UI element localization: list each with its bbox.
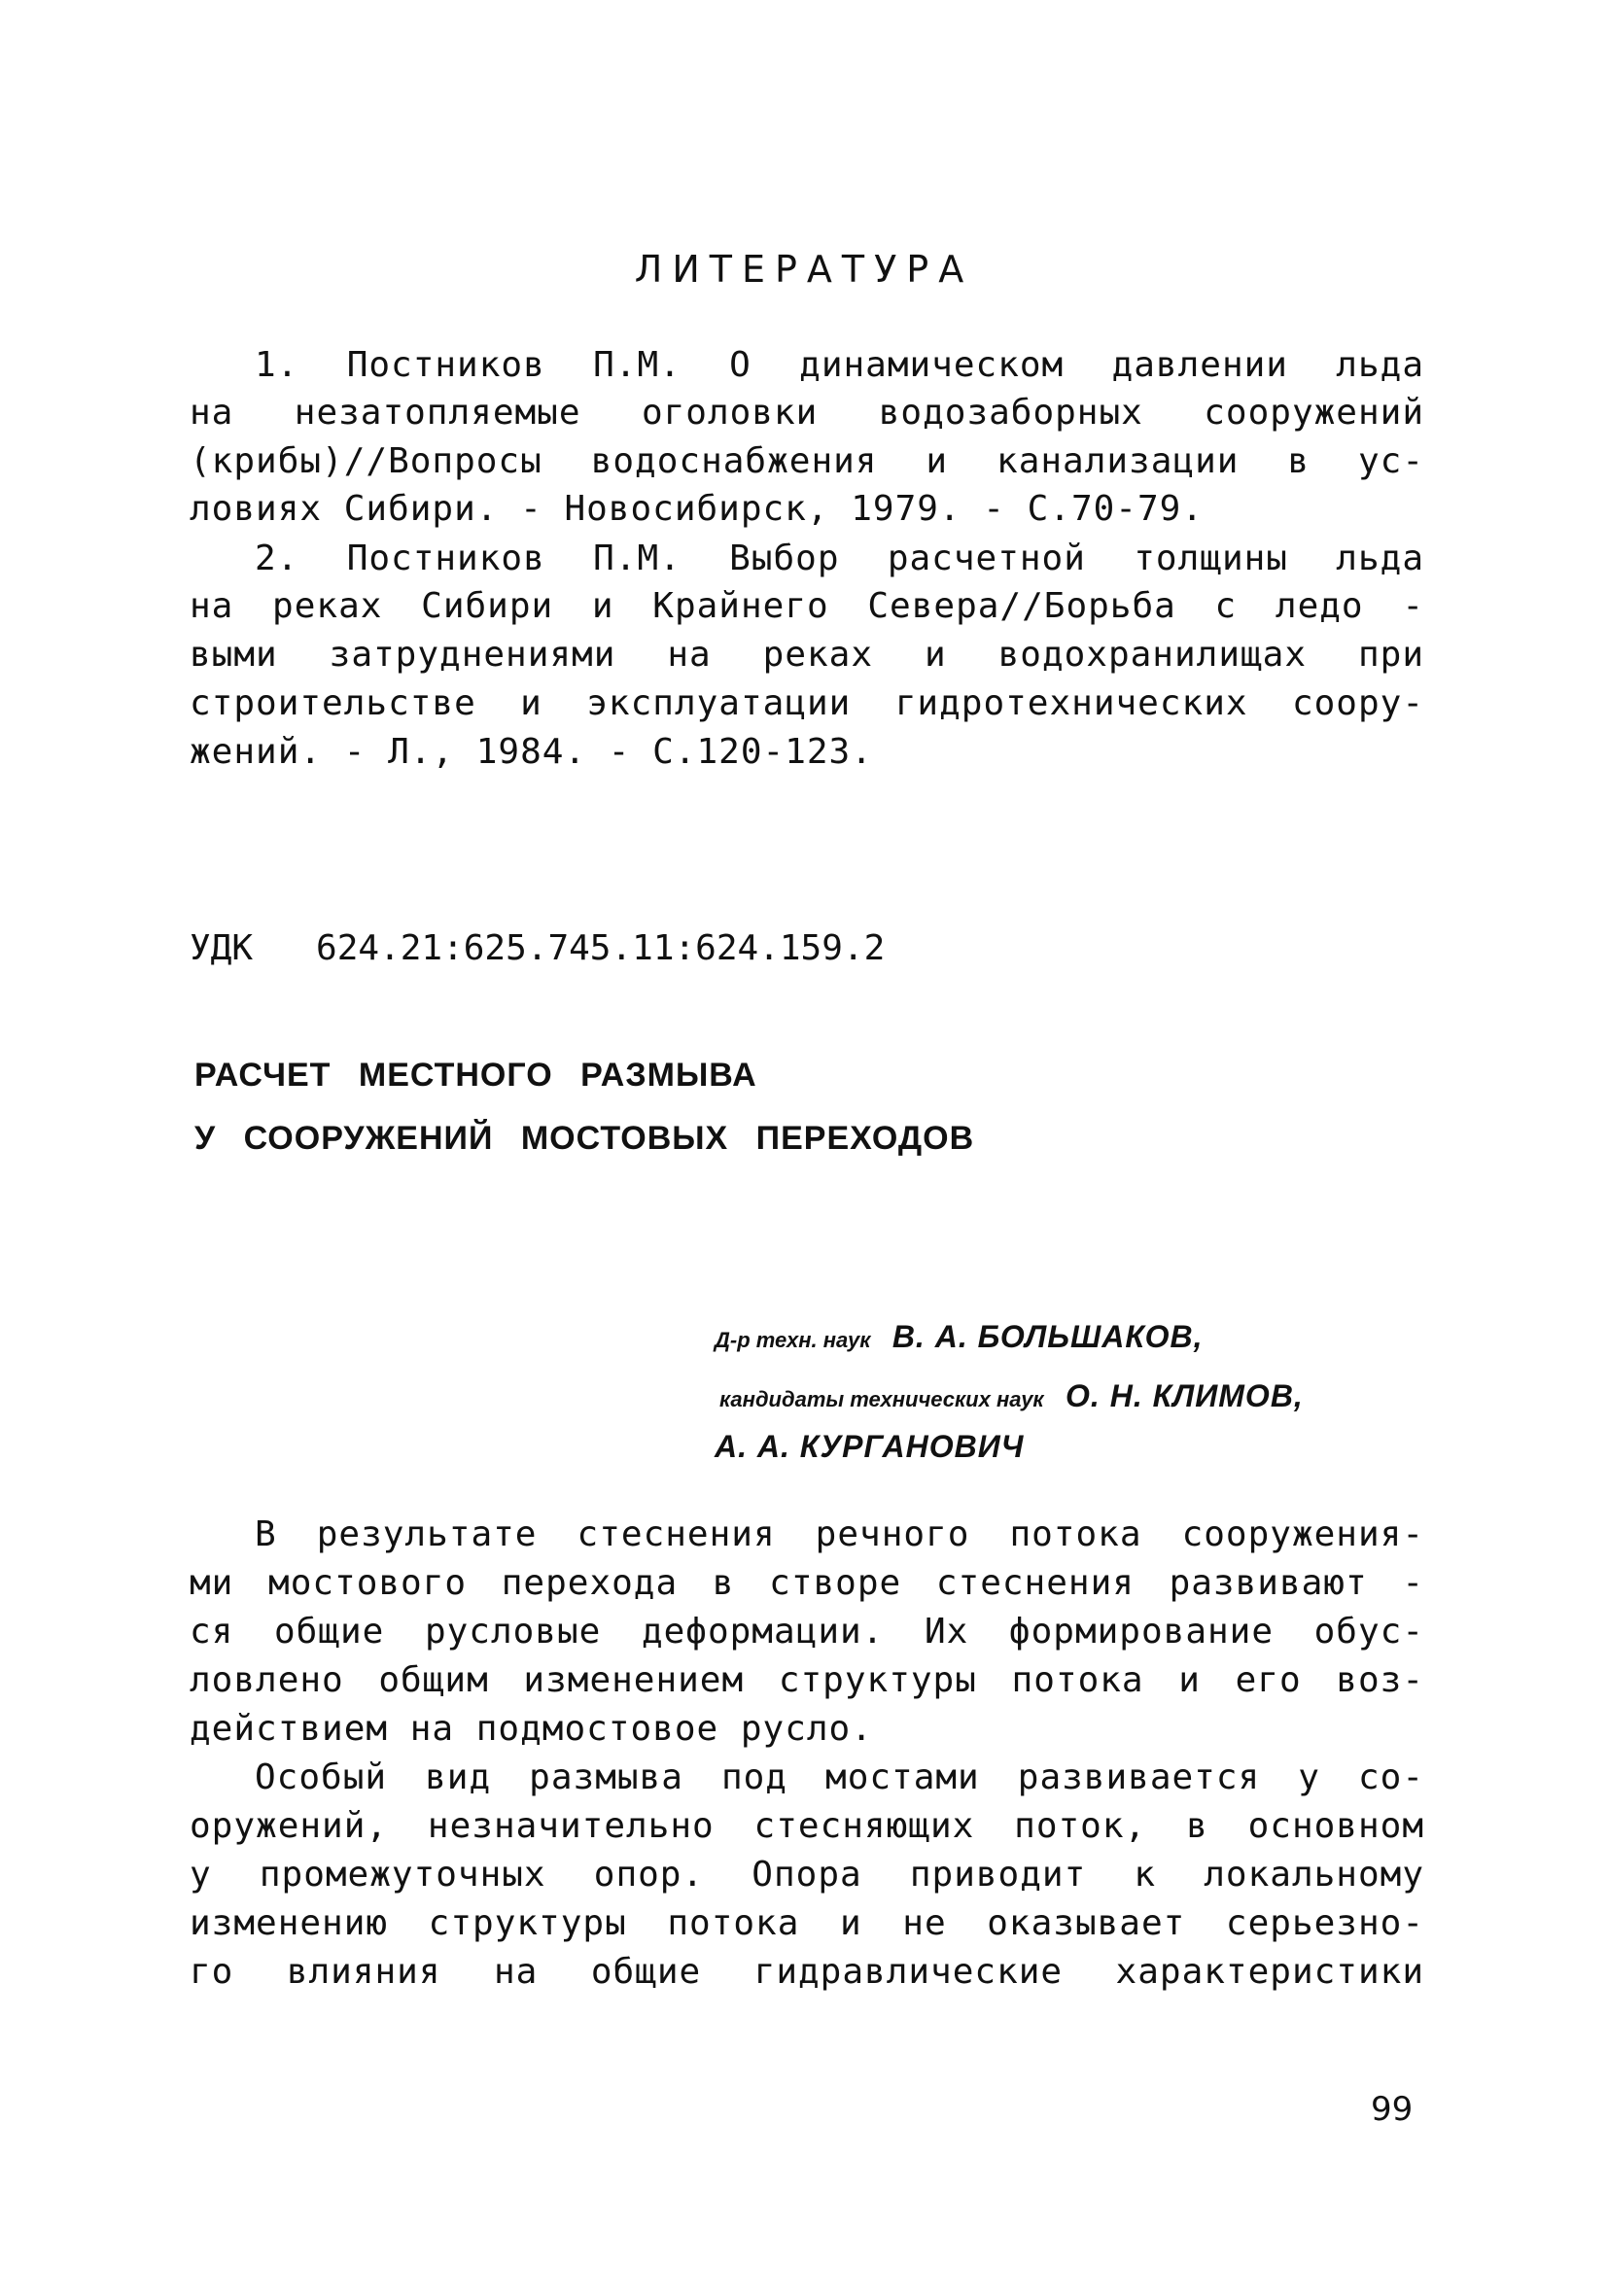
- body-text-line: ся общие русловые деформации. Их формирование обус-: [190, 1612, 1424, 1652]
- reference-line: 1. Постников П.М. О динамическом давлении льда: [255, 345, 1424, 385]
- author-name: В. А. БОЛЬШАКОВ,: [891, 1319, 1204, 1354]
- body-text-line: действием на подмостовое русло.: [190, 1709, 873, 1749]
- author-line-1: [715, 1319, 1453, 1355]
- body-text-line: го влияния на общие гидравлические характеристики: [190, 1952, 1424, 1992]
- article-title-line-1: РАСЧЕТ МЕСТНОГО РАЗМЫВА: [194, 1057, 757, 1094]
- reference-line: выми затруднениями на реках и водохранилищах при: [190, 635, 1424, 675]
- reference-line: строительстве и эксплуатации гидротехнических соору-: [190, 683, 1424, 723]
- body-text-line: изменению структуры потока и не оказывает серьезно-: [190, 1903, 1424, 1943]
- reference-line: ловиях Сибири. - Новосибирск, 1979. - С.70-79.: [190, 489, 1204, 529]
- author-line-3: [715, 1429, 1453, 1465]
- reference-line: на незатопляемые оголовки водозаборных сооружений: [190, 393, 1424, 433]
- author-degree: кандидаты технических наук: [719, 1387, 1044, 1411]
- udk-code: УДК 624.21:625.745.11:624.159.2: [190, 928, 886, 968]
- author-line-2: [719, 1378, 1458, 1414]
- page-number: 99: [1371, 2090, 1414, 2129]
- reference-line: (крибы)//Вопросы водоснабжения и канализации в ус-: [190, 441, 1424, 481]
- author-name: А. А. КУРГАНОВИЧ: [715, 1429, 1025, 1464]
- references-heading: ЛИТЕРАТУРА: [634, 248, 974, 291]
- article-title-line-2: У СООРУЖЕНИЙ МОСТОВЫХ ПЕРЕХОДОВ: [194, 1120, 975, 1157]
- body-text-line: у промежуточных опор. Опора приводит к локальному: [190, 1855, 1424, 1895]
- body-text-line: Особый вид размыва под мостами развивается у со-: [255, 1757, 1424, 1797]
- reference-line: 2. Постников П.М. Выбор расчетной толщины льда: [255, 539, 1424, 578]
- author-name: О. Н. КЛИМОВ,: [1066, 1378, 1304, 1413]
- body-text-line: оружений, незначительно стесняющих поток, в основном: [190, 1806, 1424, 1846]
- reference-line: на реках Сибири и Крайнего Севера//Борьба с ледо -: [190, 586, 1424, 626]
- body-text-line: В результате стеснения речного потока сооружения-: [255, 1514, 1424, 1554]
- reference-line: жений. - Л., 1984. - С.120-123.: [190, 732, 873, 772]
- body-text-line: ми мостового перехода в створе стеснения развивают -: [190, 1563, 1424, 1603]
- body-text-line: ловлено общим изменением структуры потока и его воз-: [190, 1660, 1424, 1700]
- author-degree: Д-р техн. наук: [715, 1328, 871, 1352]
